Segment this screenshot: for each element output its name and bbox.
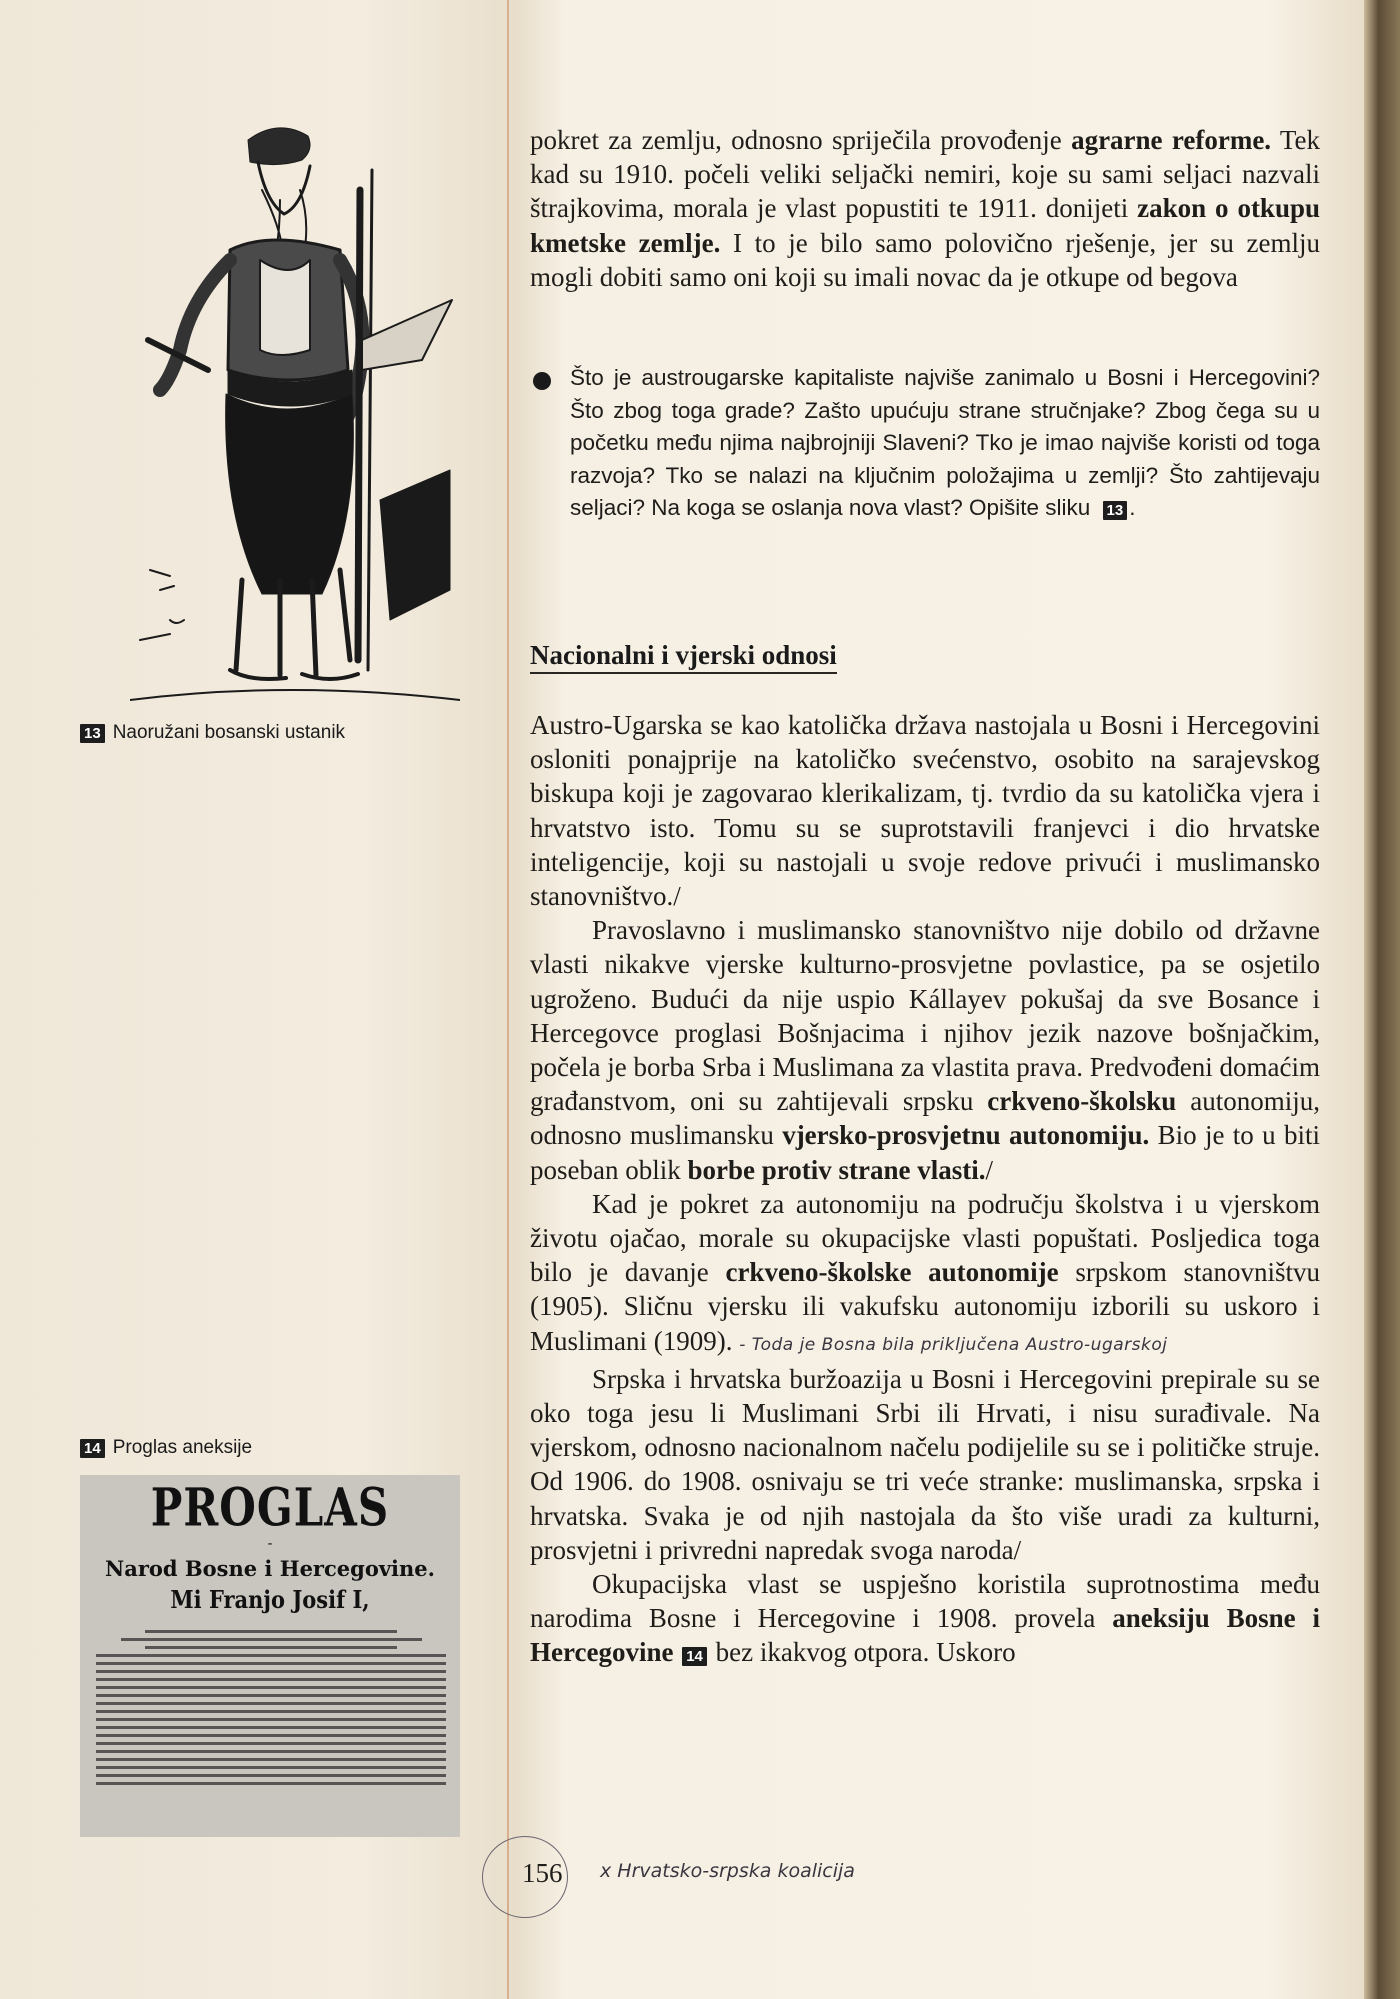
figure-ref-badge: 13 <box>1103 501 1128 520</box>
text-run: pokret za zemlju, odnosno spriječila provođenje <box>530 125 1072 155</box>
proclamation-dash: - <box>267 1536 273 1551</box>
text-run: Pravoslavno i muslimansko stanovništvo nije dobilo od državne vlasti nikakve vjerske kulturno-prosvjetne povlastice, pa se osjetilo ugroženo. Budući da nije uspio Kállayev pokušaj da sve Bosance i Hercegovce proglasi Bošnjacima i njihov jezik nazove bošnjačkim, počela je borba Srba i Muslimana za vlastita prava. Predvođeni domaćim građanstvom, oni su zahtijevali srpsku <box>530 915 1320 1117</box>
figure-ref-badge: 14 <box>682 1647 707 1666</box>
figure-14-caption <box>80 1437 252 1459</box>
paragraph-3 <box>530 1187 1320 1362</box>
text-run: Bio je to u biti poseban oblik <box>530 1120 1320 1185</box>
questions-end: . <box>1129 495 1136 520</box>
figure-number-badge: 14 <box>80 1439 105 1458</box>
section-heading: Nacionalni i vjerski odnosi <box>530 640 837 674</box>
paragraph-4: Srpska i hrvatska buržoazija u Bosni i Hercegovini prepirale su se oko toga jesu li Muslimani Srbi ili Hrvati, i nisu surađivale. Na vjerskom, odnosno nacionalnom načelu podijelile su se i političke struje. Od 1906. do 1908. osnivaju se tri veće stranke: muslimanska, srpska i hrvatska. Svaka je od njih nastojala da što više uradi za kulturni, prosvjetni i privredni napredak svoga naroda/ <box>530 1363 1320 1565</box>
paragraph-1: Austro-Ugarska se kao katolička država nastojala u Bosni i Hercegovini osloniti ponajprije na katoličko svećenstvo, osobito na sarajevskog biskupa koji je zagovarao klerikalizam, tj. tvrdio da su katolička vjera i hrvatstvo isto. Tomu su se suprotstavili franjevci i dio hrvatske inteligencije, koji su nastojali u svoje redove privući i muslimansko stanovništvo./ <box>530 710 1320 912</box>
book-page-edge <box>1364 0 1400 1999</box>
bold-term: crkveno-školske autonomije <box>725 1257 1059 1288</box>
figure-number-badge: 13 <box>80 724 105 743</box>
figure-14-proclamation <box>80 1475 460 1837</box>
text-run: srpskom stanovništvu (1905). Sličnu vjersku ili vakufsku autonomiju izborili su uskoro i Muslimani (1909). <box>530 1257 1320 1356</box>
questions-text: Što je austrougarske kapitaliste najviše zanimalo u Bosni i Hercegovini? Što zbog toga grade? Zašto upućuju strane stručnjake? Zbog čega su u početku među njima najbrojniji Slaveni? Tko je imao najviše koristi od toga razvoja? Tko se nalazi na ključnim položajima u zemlji? Što zahtijevaju seljaci? Na koga se oslanja nova vlast? Opišite sliku <box>570 365 1320 520</box>
caption-text: Proglas aneksije <box>112 1437 253 1458</box>
page-number: 156 <box>522 1858 563 1888</box>
figure-13-caption <box>80 722 345 744</box>
bold-term: agrarne reforme. <box>1071 125 1272 155</box>
margin-line <box>507 0 509 1999</box>
insurgent-drawing <box>130 100 460 710</box>
text-run: autonomiju, odnosno muslimansku <box>530 1086 1320 1151</box>
top-paragraph <box>530 123 1320 294</box>
bold-term: aneksiju Bosne i Hercegovine <box>530 1603 1320 1668</box>
text-run: / <box>985 1154 993 1185</box>
paragraph-5 <box>530 1567 1320 1670</box>
caption-text: Naoružani bosanski ustanik <box>112 722 346 743</box>
bold-term: vjersko-prosvjetnu autonomiju. <box>782 1120 1150 1151</box>
text-run: Tek kad su 1910. počeli veliki seljački nemiri, koje su sami seljaci nazvali štrajkovima, morala je vlast popustiti te 1911. donijeti <box>530 125 1320 224</box>
proclamation-issuer: Mi Franjo Josif I, <box>170 1585 370 1614</box>
bold-term: borbe protiv strane vlasti. <box>687 1154 986 1185</box>
proclamation-body-text-lines <box>96 1625 446 1829</box>
paragraph-2 <box>530 913 1320 1187</box>
text-run: Okupacijska vlast se uspješno koristila suprotnostima među narodima Bosne i Hercegovine i 1908. provela <box>530 1569 1320 1634</box>
text-run: bez ikakvog otpora. Uskoro <box>708 1637 1016 1668</box>
handwritten-footnote: x Hrvatsko-srpska koalicija <box>600 1860 855 1882</box>
text-run: I to je bilo samo polovično rješenje, jer su zemlju mogli dobiti samo oni koji su imali novac da je otkupe od begova <box>530 227 1320 292</box>
proclamation-title: PROGLAS <box>150 1476 390 1539</box>
question-bullet <box>533 372 551 390</box>
text-run: Kad je pokret za autonomiju na području školstva i u vjerskom životu ojačao, morale su okupacijske vlasti popuštati. Posljedica toga bilo je davanje <box>530 1188 1320 1288</box>
figure-13-illustration <box>130 100 460 710</box>
proclamation-subtitle: Narod Bosne i Hercegovine. <box>105 1556 435 1581</box>
bold-term: crkveno-školsku <box>987 1086 1177 1117</box>
section-body <box>530 708 1320 1670</box>
bold-term: zakon o otkupu kmetske zemlje. <box>530 193 1320 258</box>
review-questions <box>570 362 1320 525</box>
handwritten-note: - Toda je Bosna bila priključena Austro-ugarskoj <box>739 1334 1168 1355</box>
